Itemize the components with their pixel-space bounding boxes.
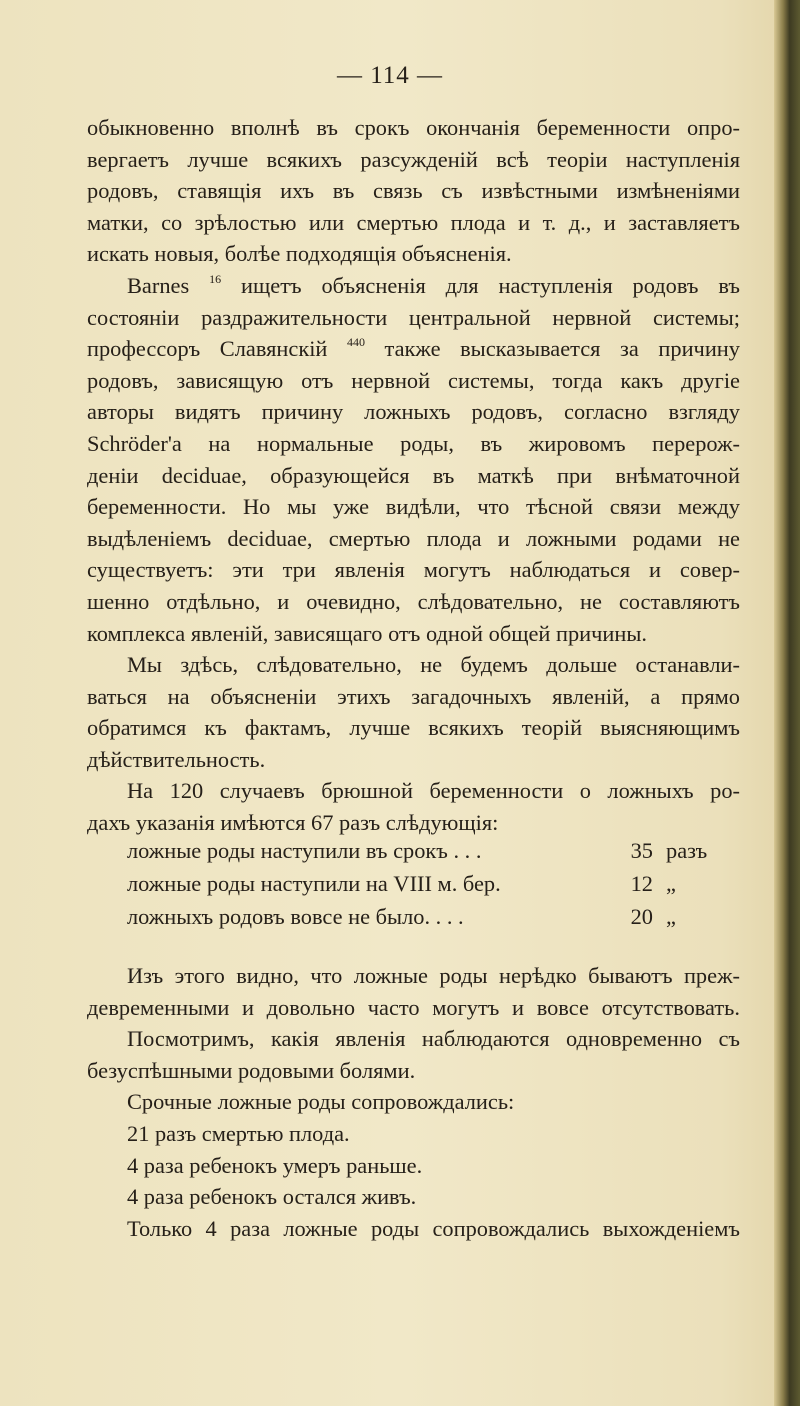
text-line: деніи deciduae, образующейся въ маткѣ при внѣматочной xyxy=(87,462,740,488)
row-unit: разъ xyxy=(666,838,708,863)
text-line: шенно отдѣльно, и очевидно, слѣдовательно, не составляютъ xyxy=(87,588,740,614)
row-label: ложные роды наступили на VIII м. бер. xyxy=(127,871,501,896)
text-line xyxy=(87,270,740,302)
text-line: комплекса явленій, зависящаго отъ одной общей причины. xyxy=(87,620,648,646)
citation-ref: 440 xyxy=(346,335,365,350)
text-line: матки, со зрѣлостью или смертью плода и т. д., и заставляетъ xyxy=(87,209,740,235)
list-item: 21 разъ смертью плода. xyxy=(127,1120,350,1146)
text-line: Изъ этого видно, что ложные роды нерѣдко бываютъ преж- xyxy=(127,963,740,988)
text-line: родовъ, ставящія ихъ въ связь съ извѣстными измѣненіями xyxy=(87,178,740,204)
row-unit: „ xyxy=(666,871,676,896)
citation-ref: 16 xyxy=(209,271,222,286)
row-count: 12 xyxy=(630,871,653,896)
list-item: Срочные ложные роды сопровождались: xyxy=(127,1089,515,1115)
table-row xyxy=(127,838,707,871)
text-line xyxy=(87,333,740,365)
text-line: Мы здѣсь, слѣдовательно, не будемъ дольше останавли- xyxy=(127,652,740,678)
row-label: ложныхъ родовъ вовсе не было. . . . xyxy=(127,904,464,929)
list-item: 4 раза ребенокъ остался живъ. xyxy=(127,1184,417,1210)
page-edge xyxy=(774,0,800,1406)
text-line: Schröder'a на нормальные роды, въ жировомъ перерож- xyxy=(87,430,740,456)
list-item: Только 4 раза ложные роды сопровождались выхожденіемъ xyxy=(127,1215,740,1241)
text-line: родовъ, зависящую отъ нервной системы, тогда какъ другіе xyxy=(87,367,740,393)
text-line: ваться на объясненіи этихъ загадочныхъ явленій, а прямо xyxy=(87,683,740,709)
text-span: ищетъ объясненія для наступленія родовъ въ xyxy=(221,272,740,298)
table-row xyxy=(127,871,707,904)
text-line: существуетъ: эти три явленія могутъ наблюдаться и совер- xyxy=(87,557,740,583)
author-name: Barnes xyxy=(127,272,210,298)
text-line: Посмотримъ, какія явленія наблюдаются одновременно съ xyxy=(127,1026,740,1052)
text-line: девременными и довольно часто могутъ и вовсе отсутствовать. xyxy=(87,994,740,1020)
text-line: обратимся къ фактамъ, лучше всякихъ теорій выясняющимъ xyxy=(87,715,740,741)
text-line: вергаетъ лучше всякихъ разсужденій всѣ теоріи наступленія xyxy=(87,146,740,172)
text-line: дѣйствительность. xyxy=(87,746,266,772)
text-line: выдѣленіемъ deciduae, смертью плода и ложными родами не xyxy=(87,525,740,551)
row-label: ложные роды наступили въ срокъ . . . xyxy=(127,838,482,863)
text-line: беременности. Но мы уже видѣли, что тѣсной связи между xyxy=(87,494,740,520)
table-row xyxy=(127,904,707,937)
row-count: 20 xyxy=(630,904,653,929)
cases-table xyxy=(127,838,707,937)
row-count: 35 xyxy=(630,838,653,863)
text-line: безуспѣшными родовыми болями. xyxy=(87,1057,416,1083)
text-line: дахъ указанія имѣются 67 разъ слѣдующія: xyxy=(87,810,499,836)
text-line: обыкновенно вполнѣ въ срокъ окончанія беременности опро- xyxy=(87,115,740,140)
text-line: состояніи раздражительности центральной нервной системы; xyxy=(87,304,740,330)
row-unit: „ xyxy=(666,904,676,929)
text-line: искать новыя, болѣе подходящія объясненія. xyxy=(87,241,512,267)
text-span: также высказывается за причину xyxy=(364,336,740,362)
list-item: 4 раза ребенокъ умеръ раньше. xyxy=(127,1152,423,1178)
page-number: — 114 — xyxy=(336,62,444,89)
text-span: профессоръ Славянскій xyxy=(87,336,347,362)
text-line: авторы видятъ причину ложныхъ родовъ, согласно взгляду xyxy=(87,399,740,425)
main-text-continued xyxy=(87,960,740,1244)
text-line: На 120 случаевъ брюшной беременности о ложныхъ ро- xyxy=(127,778,740,804)
main-text xyxy=(87,112,740,839)
